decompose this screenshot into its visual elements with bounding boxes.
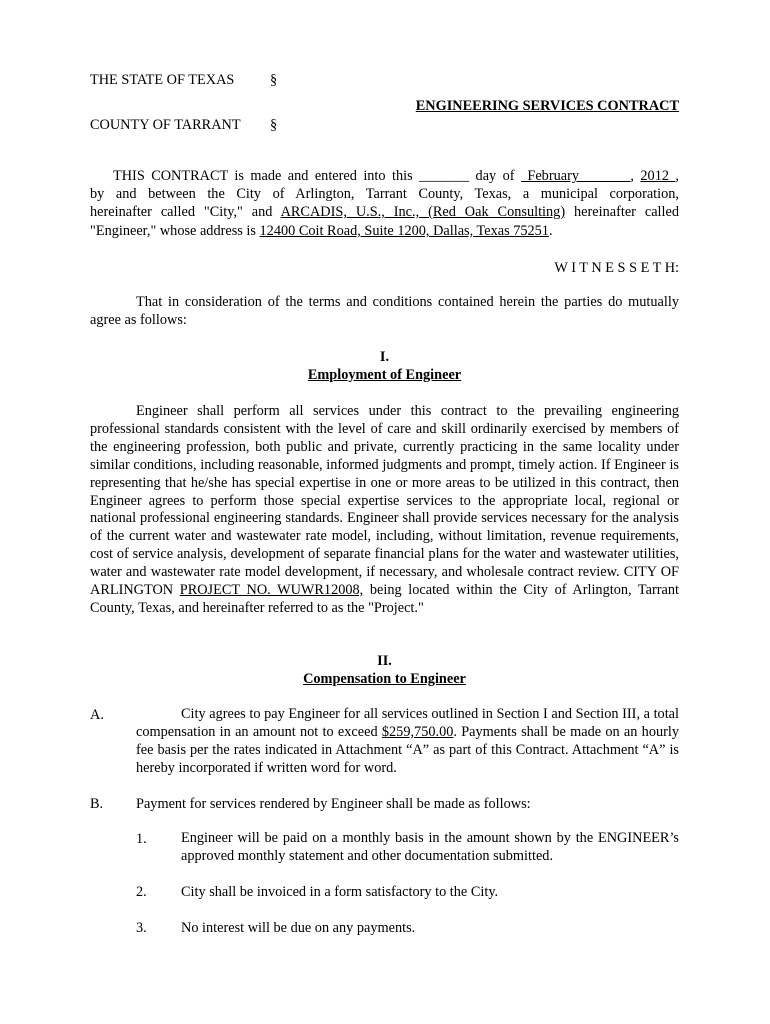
section-1-heading: Employment of Engineer: [307, 367, 462, 383]
consideration-paragraph: That in consideration of the terms and conditions contained herein the parties do mutually agree as follows:: [90, 294, 679, 328]
list-item-number: 3.: [136, 920, 147, 936]
contract-month: February: [520, 168, 631, 184]
county-label: COUNTY OF TARRANT: [90, 117, 241, 133]
list-item: City shall be invoiced in a form satisfactory to the City.: [181, 884, 499, 900]
contract-title: ENGINEERING SERVICES CONTRACT: [415, 98, 679, 114]
project-number: PROJECT NO. WUWR12008,: [179, 582, 364, 599]
section-2-heading: Compensation to Engineer: [303, 671, 466, 687]
witnesseth: W I T N E S S E T H:: [554, 260, 679, 276]
list-item: Engineer will be paid on a monthly basis in the amount shown by the ENGINEER’s approved monthly statement and other documentation submitted.: [181, 830, 679, 864]
section-symbol: §: [270, 117, 278, 133]
list-item-number: 2.: [136, 884, 147, 900]
engineer-address: 12400 Coit Road, Suite 1200, Dallas, Texas 75251: [259, 223, 549, 239]
list-item: No interest will be due on any payments.: [181, 920, 416, 936]
engineer-name: ARCADIS, U.S., Inc., (Red Oak Consulting): [280, 204, 566, 220]
intro-line-1: THIS CONTRACT is made and entered into this _______ day of February , 2012 ,: [113, 168, 679, 184]
section-1-number: I.: [379, 349, 390, 365]
item-a-label: A.: [90, 707, 104, 723]
section-2-number: II.: [377, 653, 392, 669]
item-b-label: B.: [90, 796, 104, 812]
intro-line-3: hereinafter called "City," and ARCADIS, U.S., Inc., (Red Oak Consulting) hereinafter called: [90, 204, 679, 220]
intro-line-4: "Engineer," whose address is 12400 Coit Road, Suite 1200, Dallas, Texas 75251.: [90, 223, 553, 239]
total-compensation-amount: $259,750.00: [381, 723, 454, 740]
state-label: THE STATE OF TEXAS: [90, 72, 235, 88]
blank-day: _______: [419, 168, 470, 184]
contract-year: 2012: [640, 168, 676, 184]
item-a-text: City agrees to pay Engineer for all services outlined in Section I and Section III, a total compensation in an amount not to exceed $259,750.00. Payments shall be made on an hourly fee basis per the rates indicated in Attachment “A” as part of this Contract. Attachment “A” is hereby incorporated if written word for word.: [136, 706, 679, 776]
list-item-number: 1.: [136, 831, 147, 847]
section-1-body: Engineer shall perform all services under this contract to the prevailing engineering professional standards consistent with the level of care and skill ordinarily exercised by members of the engineering profession, both public and private, currently practicing in the same locality under similar conditions, including reasonable, informed judgments and prompt, timely action. If Engineer is representing that he/she has special expertise in one or more areas to be utilized in this contract, then Engineer agrees to perform those special expertise services to the appropriate local, regional or national professional engineering standards. Engineer shall provide services necessary for the analysis of the current water and wastewater rate model, including, without limitation, revenue requirements, cost of service analysis, development of separate financial plans for the water and wastewater utilities, water and wastewater rate model development, if necessary, and wholesale contract review. CITY OF ARLINGTON PROJECT NO. WUWR12008, being located within the City of Arlington, Tarrant County, Texas, and hereinafter referred to as the "Project.": [90, 403, 679, 616]
intro-line-2: by and between the City of Arlington, Tarrant County, Texas, a municipal corporation,: [90, 186, 679, 202]
item-b-text: Payment for services rendered by Engineer shall be made as follows:: [136, 796, 531, 812]
section-symbol: §: [270, 72, 278, 88]
